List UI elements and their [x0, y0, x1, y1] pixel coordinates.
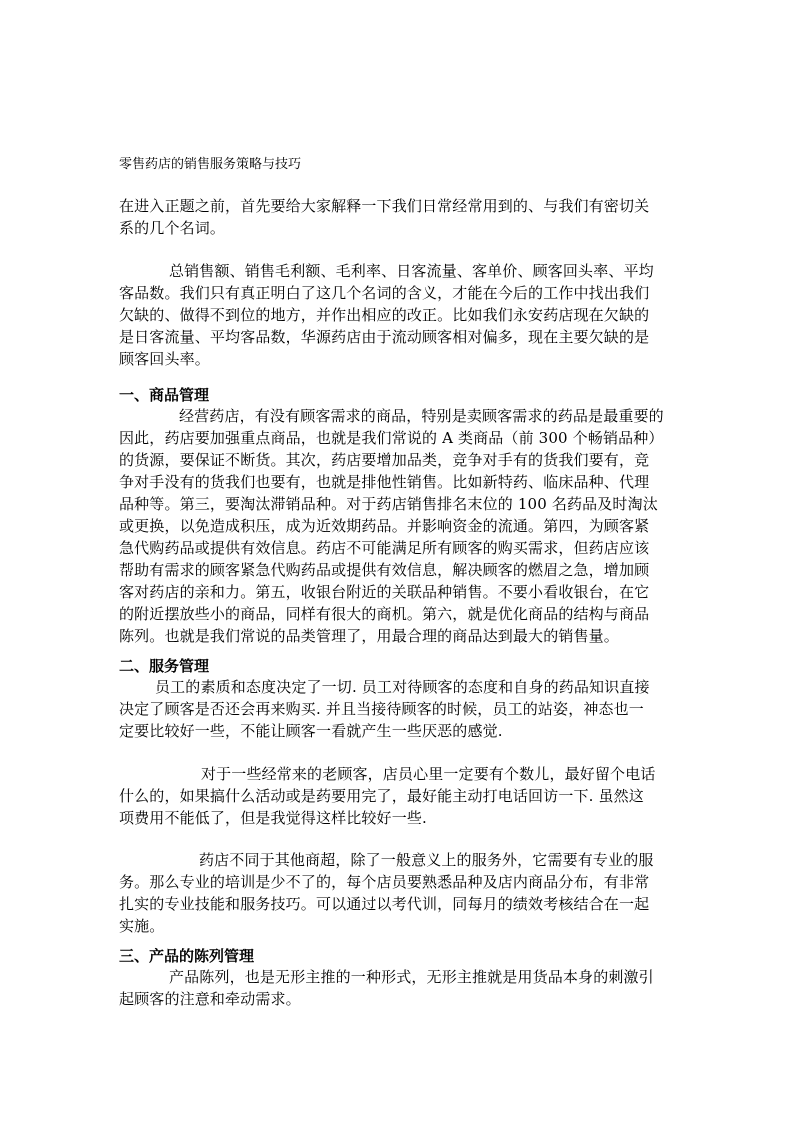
section3-line-1: 产品陈列，也是无形主推的一种形式，无形主推就是用货品本身的刺激引 [169, 968, 654, 986]
section1-line-7: 急代购药品或提供有效信息。药店不可能满足所有顾客的购买需求，但药店应该 [119, 539, 650, 557]
intro-line-2: 系的几个名词。 [119, 219, 226, 237]
section1-line-2: 因此，药店要加强重点商品，也就是我们常说的 A 类商品（前 300 个畅销品种） [119, 429, 664, 447]
section2-para2-line-2: 什么的，如果搞什么活动或是药要用完了，最好能主动打电话回访一下. 虽然这 [119, 787, 644, 805]
terms-line-2: 客品数。我们只有真正明白了这几个名词的含义，才能在今后的工作中找出我们 [119, 284, 650, 302]
section2-para2-line-1: 对于一些经常来的老顾客，店员心里一定要有个数儿，最好留个电话 [201, 765, 656, 783]
section2-para3-line-2: 务。那么专业的培训是少不了的，每个店员要熟悉品种及店内商品分布，有非常 [119, 873, 650, 891]
section-heading-service-management: 二、服务管理 [119, 657, 210, 675]
section2-para1-line-2: 决定了顾客是否还会再来购买. 并且当接待顾客的时候，员工的站姿，神态也一 [119, 700, 644, 718]
section1-line-8: 帮助有需求的顾客紧急代购药品或提供有效信息，解决顾客的燃眉之急，增加顾 [119, 561, 650, 579]
section-heading-display-management: 三、产品的陈列管理 [119, 947, 255, 965]
section2-para2-line-3: 项费用不能低了，但是我觉得这样比较好一些. [119, 809, 427, 827]
section-heading-product-management: 一、商品管理 [119, 386, 210, 404]
terms-line-1: 总销售额、销售毛利额、毛利率、日客流量、客单价、顾客回头率、平均 [169, 262, 654, 280]
section1-line-5: 品种等。第三，要淘汰滞销品种。对于药店销售排名末位的 100 名药品及时淘汰 [119, 495, 658, 513]
section1-line-9: 客对药店的亲和力。第五，收银台附近的关联品种销售。不要小看收银台，在它 [119, 583, 650, 601]
section1-line-6: 或更换，以免造成积压，成为近效期药品。并影响资金的流通。第四，为顾客紧 [119, 517, 650, 535]
terms-line-5: 顾客回头率。 [119, 350, 210, 368]
section2-para1-line-3: 定要比较好一些，不能让顾客一看就产生一些厌恶的感觉. [119, 722, 503, 740]
section2-para1-line-1: 员工的素质和态度决定了一切. 员工对待顾客的态度和自身的药品知识直接 [155, 678, 650, 696]
section2-para3-line-1: 药店不同于其他商超，除了一般意义上的服务外，它需要有专业的服 [199, 851, 654, 869]
document-title: 零售药店的销售服务策略与技巧 [119, 157, 302, 172]
section2-para3-line-4: 实施。 [119, 917, 165, 935]
section1-line-11: 陈列。也就是我们常说的品类管理了，用最合理的商品达到最大的销售量。 [119, 627, 619, 645]
terms-line-4: 是日客流量、平均客品数，华源药店由于流动顾客相对偏多，现在主要欠缺的是 [119, 328, 650, 346]
section3-line-2: 起顾客的注意和牵动需求。 [119, 990, 301, 1008]
section1-line-10: 的附近摆放些小的商品，同样有很大的商机。第六，就是优化商品的结构与商品 [119, 605, 650, 623]
section1-line-1: 经营药店，有没有顾客需求的商品，特别是卖顾客需求的药品是最重要的 [179, 407, 664, 425]
terms-line-3: 欠缺的、做得不到位的地方，并作出相应的改正。比如我们永安药店现在欠缺的 [119, 306, 650, 324]
section1-line-3: 的货源，要保证不断货。其次，药店要增加品类，竞争对手有的货我们要有，竞 [119, 451, 650, 469]
section2-para3-line-3: 扎实的专业技能和服务技巧。可以通过以考代训，同每月的绩效考核结合在一起 [119, 895, 650, 913]
section1-line-4: 争对手没有的货我们也要有，也就是排他性销售。比如新特药、临床品种、代理 [119, 473, 650, 491]
intro-line-1: 在进入正题之前，首先要给大家解释一下我们日常经常用到的、与我们有密切关 [119, 197, 650, 215]
